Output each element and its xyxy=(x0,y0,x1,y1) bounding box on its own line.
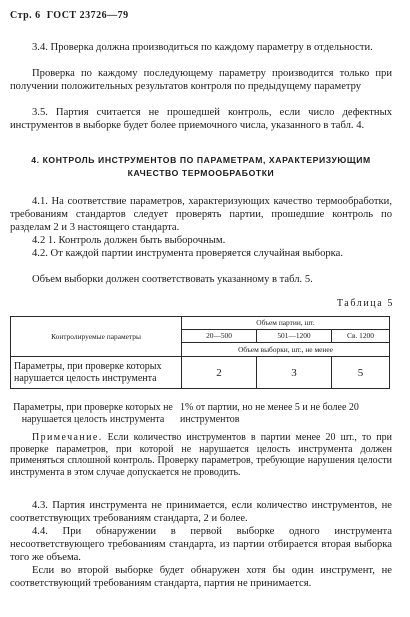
paragraph-4-2-1: 4.2 1. Контроль должен быть выборочным. xyxy=(32,235,226,246)
note-text: Если количество инструментов в партии менее 20 шт., то при проверке параметров, при которой не нарушается целость инструмента должен применяться сплошной контроль. Проверку параметров, требующие нарушения целости инструмента в этом случае допускается не проводить. xyxy=(10,432,392,478)
table-row2-value: 1% от партии, но не менее 5 и не более 20 инструментов xyxy=(180,402,359,425)
table-row2-param: Параметры, при проверке которых не нарушается целость инструмента xyxy=(13,402,173,425)
table-cell: 5 xyxy=(332,357,390,389)
table-cell: 2 xyxy=(182,357,257,389)
table-head-lot: Объем партии, шт. xyxy=(182,317,390,330)
paragraph-4-2: 4.2. От каждой партии инструмента проверяется случайная выборка. xyxy=(32,248,343,259)
table-note xyxy=(10,432,392,478)
paragraph-4-3: 4.3. Партия инструмента не принимается, если количество инструментов, не соответствующих требованиям стандарта, 2 и более. xyxy=(10,500,392,524)
section-heading-line2: КАЧЕСТВО ТЕРМООБРАБОТКИ xyxy=(127,168,275,178)
table-head-sample: Объем выборки, шт., не менее xyxy=(182,343,390,357)
section-heading-line1: 4. КОНТРОЛЬ ИНСТРУМЕНТОВ ПО ПАРАМЕТРАМ, ХАРАКТЕРИЗУЮЩИМ xyxy=(31,155,371,165)
paragraph-4-4: 4.4. При обнаружении в первой выборке одного инструмента несоответствующего требованиям стандарта, из партии отбирается вторая выборка того же объема. xyxy=(10,526,392,563)
paragraph-3-5: 3.5. Партия считается не прошедшей контроль, если число дефектных инструментов в выборке будет более приемочного числа, указанного в табл. 4. xyxy=(10,107,392,131)
paragraph-4-1: 4.1. На соответствие параметров, характеризующих качество термообработки, требованиям стандартов следует проверять партии, прошедшие контроль по разделам 2 и 3 настоящего стандарта. xyxy=(10,196,392,233)
table-caption: Таблица 5 xyxy=(336,298,394,309)
paragraph-3-4: 3.4. Проверка должна производиться по каждому параметру в отдельности. xyxy=(32,42,373,53)
standard-number: ГОСТ 23726—79 xyxy=(46,10,129,21)
note-label: Примечание. xyxy=(32,432,103,443)
table-lot-range: Св. 1200 xyxy=(332,330,390,343)
table-cell: 3 xyxy=(257,357,332,389)
paragraph-3-4-cont: Проверка по каждому последующему параметру производится только при получении положительных результатов контроля по предыдущему параметру xyxy=(10,68,392,92)
section-heading xyxy=(10,154,392,180)
table-lot-range: 501—1200 xyxy=(257,330,332,343)
page-number: Стр. 6 xyxy=(10,10,41,21)
paragraph-sample-size: Объем выборки должен соответствовать указанному в табл. 5. xyxy=(32,274,313,285)
table-row1-param: Параметры, при проверке которых нарушается целость инструмента xyxy=(11,357,182,389)
table-head-params: Контролируемые параметры xyxy=(11,317,182,357)
page-header xyxy=(10,10,129,21)
sample-size-table xyxy=(10,316,390,389)
paragraph-second-sample: Если во второй выборке будет обнаружен хотя бы один инструмент, не соответствующий требованиям стандарта, партия не принимается. xyxy=(10,565,392,589)
table-lot-range: 20—500 xyxy=(182,330,257,343)
